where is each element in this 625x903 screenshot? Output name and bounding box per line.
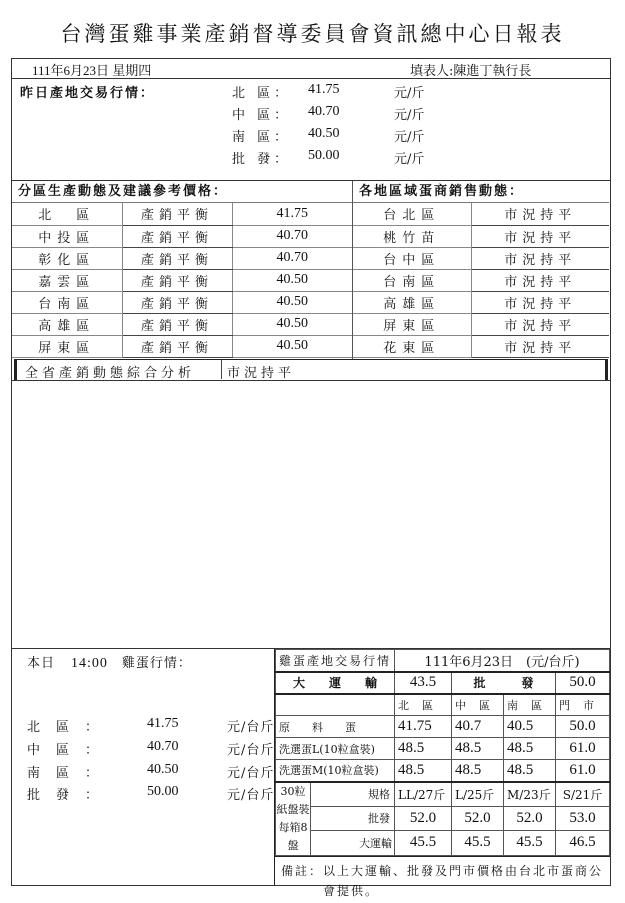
note-line: 備註：以上大運輸、批發及門市價格由台北市蛋商公 <box>281 863 604 878</box>
yesterday-market-section <box>11 78 611 180</box>
region-label: 北 區： <box>232 86 292 101</box>
today-label: 本日 <box>27 656 56 671</box>
price-cell: 52.0 <box>504 806 556 831</box>
today-market-title <box>27 652 192 672</box>
production-row <box>12 225 352 247</box>
egg-price-table <box>275 649 610 856</box>
price-cell: 48.5 <box>504 760 556 782</box>
price-value: 41.75 <box>308 82 340 97</box>
sales-row <box>353 335 609 357</box>
report-filler: 填表人:陳進丁執行長 <box>410 64 532 79</box>
price-cell: 48.5 <box>395 760 452 782</box>
tray-spec-row <box>276 782 610 807</box>
sales-status: 市況持平 <box>471 291 609 313</box>
price-cell: 40.7 <box>452 716 504 738</box>
price-cell: 48.5 <box>504 738 556 760</box>
price-row <box>276 716 610 738</box>
today-market-panel <box>12 649 274 885</box>
sales-row <box>353 225 609 247</box>
price-cell: 41.75 <box>395 716 452 738</box>
row-label: 洗選蛋L(10粒盒裝) <box>276 738 395 760</box>
spec-cell: L/25斤 <box>452 782 504 807</box>
region-label: 中區： <box>27 743 115 758</box>
region-name: 桃竹苗 <box>353 225 471 247</box>
report-header <box>11 58 611 78</box>
production-row <box>12 247 352 269</box>
region-label: 南 區： <box>232 130 292 145</box>
region-name: 中投區 <box>12 225 122 247</box>
sales-status: 市況持平 <box>471 313 609 335</box>
sales-row <box>353 203 609 225</box>
price-cell: 52.0 <box>452 806 504 831</box>
price-unit: 元/斤 <box>394 152 425 167</box>
price-cell: 61.0 <box>556 738 610 760</box>
empty-cell <box>276 694 395 716</box>
price-cell: 48.5 <box>395 738 452 760</box>
report-date: 111年6月23日 星期四 <box>32 63 152 78</box>
region-label: 南區： <box>27 766 115 781</box>
yesterday-market-label: 昨日產地交易行情： <box>20 86 156 101</box>
overall-analysis-row <box>14 359 608 381</box>
price-value: 50.00 <box>147 784 179 799</box>
region-name: 台南區 <box>353 269 471 291</box>
today-section <box>11 648 611 898</box>
region-name: 台中區 <box>353 247 471 269</box>
today-market-label: 雞蛋行情： <box>121 656 192 671</box>
tray-label <box>276 782 311 856</box>
reference-price: 40.50 <box>232 291 352 313</box>
price-cell: 52.0 <box>395 806 452 831</box>
tray-label-line1: 30粒紙盤裝 <box>276 784 310 816</box>
production-status: 產銷平衡 <box>122 335 232 357</box>
region-label: 批發： <box>27 788 115 803</box>
regional-production-table <box>12 203 352 358</box>
column-header: 中 區 <box>452 694 504 716</box>
sales-status: 市況持平 <box>471 269 609 291</box>
price-cell: 45.5 <box>395 831 452 856</box>
reference-price: 40.50 <box>232 313 352 335</box>
price-table-note <box>275 856 610 903</box>
price-value: 40.70 <box>308 104 340 119</box>
production-status: 產銷平衡 <box>122 203 232 225</box>
price-cell: 50.0 <box>556 716 610 738</box>
production-row <box>12 335 352 357</box>
yesterday-row <box>222 148 522 168</box>
region-name: 高雄區 <box>353 291 471 313</box>
production-status: 產銷平衡 <box>122 225 232 247</box>
price-unit: 元/斤 <box>394 130 425 145</box>
spec-label: 規格 <box>311 782 395 807</box>
sales-row <box>353 269 609 291</box>
regional-sales-table <box>353 203 609 358</box>
row-label: 原 料 蛋 <box>276 716 395 738</box>
region-name: 高雄區 <box>12 313 122 335</box>
regional-section <box>11 180 611 380</box>
price-row <box>276 738 610 760</box>
price-unit: 元/台斤 <box>227 788 275 803</box>
price-unit: 元/台斤 <box>227 720 275 735</box>
yesterday-row <box>222 126 522 146</box>
price-cell: 45.5 <box>452 831 504 856</box>
transport-label: 大 運 輸 <box>276 672 395 694</box>
regional-sales-panel <box>352 181 609 359</box>
today-row <box>27 716 277 738</box>
production-row <box>12 269 352 291</box>
today-row <box>27 762 277 784</box>
regional-sales-title: 各地區域蛋商銷售動態： <box>353 181 609 203</box>
price-value: 50.00 <box>308 148 340 163</box>
region-name: 北 區 <box>12 203 122 225</box>
today-row <box>27 784 277 806</box>
wholesale-value: 50.0 <box>556 672 610 694</box>
transport-wholesale-row <box>276 672 610 694</box>
price-value: 40.50 <box>308 126 340 141</box>
region-name: 台南區 <box>12 291 122 313</box>
production-status: 產銷平衡 <box>122 313 232 335</box>
spec-cell: M/23斤 <box>504 782 556 807</box>
production-row <box>12 313 352 335</box>
column-header-row <box>276 694 610 716</box>
price-row <box>276 760 610 782</box>
sales-status: 市況持平 <box>471 247 609 269</box>
production-status: 產銷平衡 <box>122 247 232 269</box>
price-cell: 40.5 <box>504 716 556 738</box>
price-cell: 48.5 <box>452 738 504 760</box>
wholesale-label: 批 發 <box>452 672 556 694</box>
price-cell: 48.5 <box>452 760 504 782</box>
spec-cell: LL/27斤 <box>395 782 452 807</box>
price-unit: 元/台斤 <box>227 743 275 758</box>
price-cell: 45.5 <box>504 831 556 856</box>
reference-price: 41.75 <box>232 203 352 225</box>
note-line: 會提供。 <box>323 883 380 898</box>
reference-price: 40.50 <box>232 335 352 357</box>
tray-wholesale-row <box>276 806 610 831</box>
region-name: 台北區 <box>353 203 471 225</box>
region-label: 北區： <box>27 720 115 735</box>
price-cell: 53.0 <box>556 806 610 831</box>
price-table-panel <box>274 649 610 898</box>
price-unit: 元/台斤 <box>227 766 275 781</box>
tray-transport-label: 大運輸 <box>311 831 395 856</box>
production-status: 產銷平衡 <box>122 269 232 291</box>
sales-status: 市況持平 <box>471 203 609 225</box>
regional-production-title: 分區生產動態及建議參考價格： <box>12 181 352 203</box>
production-row <box>12 291 352 313</box>
column-header: 門 市 <box>556 694 610 716</box>
regional-production-panel <box>12 181 352 358</box>
sales-row <box>353 313 609 335</box>
yesterday-row <box>222 82 522 102</box>
reference-price: 40.70 <box>232 225 352 247</box>
price-value: 41.75 <box>147 716 179 731</box>
price-cell: 46.5 <box>556 831 610 856</box>
tray-label-line2: 每箱8盤 <box>278 820 308 852</box>
today-row <box>27 739 277 761</box>
yesterday-row <box>222 104 522 124</box>
region-name: 嘉雲區 <box>12 269 122 291</box>
region-label: 中 區： <box>232 108 292 123</box>
column-header: 北 區 <box>395 694 452 716</box>
region-name: 屏東區 <box>353 313 471 335</box>
sales-status: 市況持平 <box>471 335 609 357</box>
column-header: 南 區 <box>504 694 556 716</box>
price-value: 40.50 <box>147 762 179 777</box>
price-unit: 元/斤 <box>394 86 425 101</box>
price-unit: 元/斤 <box>394 108 425 123</box>
spec-cell: S/21斤 <box>556 782 610 807</box>
blank-notes-area <box>11 380 611 648</box>
reference-price: 40.70 <box>232 247 352 269</box>
region-name: 屏東區 <box>12 335 122 357</box>
reference-price: 40.50 <box>232 269 352 291</box>
region-name: 彰化區 <box>12 247 122 269</box>
price-table-date: 111年6月23日 (元/台斤) <box>395 650 610 672</box>
price-cell: 61.0 <box>556 760 610 782</box>
row-label: 洗選蛋M(10粒盒裝) <box>276 760 395 782</box>
production-row <box>12 203 352 225</box>
transport-value: 43.5 <box>395 672 452 694</box>
divider <box>221 360 222 379</box>
price-value: 40.70 <box>147 739 179 754</box>
sales-row <box>353 291 609 313</box>
region-name: 花東區 <box>353 335 471 357</box>
tray-wholesale-label: 批發 <box>311 806 395 831</box>
price-table-header <box>276 650 610 672</box>
overall-analysis-label: 全省產銷動態綜合分析 <box>25 366 196 381</box>
region-label: 批 發： <box>232 152 292 167</box>
tray-transport-row <box>276 831 610 856</box>
production-status: 產銷平衡 <box>122 291 232 313</box>
overall-analysis-value: 市況持平 <box>227 366 296 381</box>
today-time: 14:00 <box>71 656 108 671</box>
report-title: 台灣蛋雞事業產銷督導委員會資訊總中心日報表 <box>60 22 565 46</box>
price-table-title: 雞蛋產地交易行情 <box>276 650 395 672</box>
sales-row <box>353 247 609 269</box>
sales-status: 市況持平 <box>471 225 609 247</box>
